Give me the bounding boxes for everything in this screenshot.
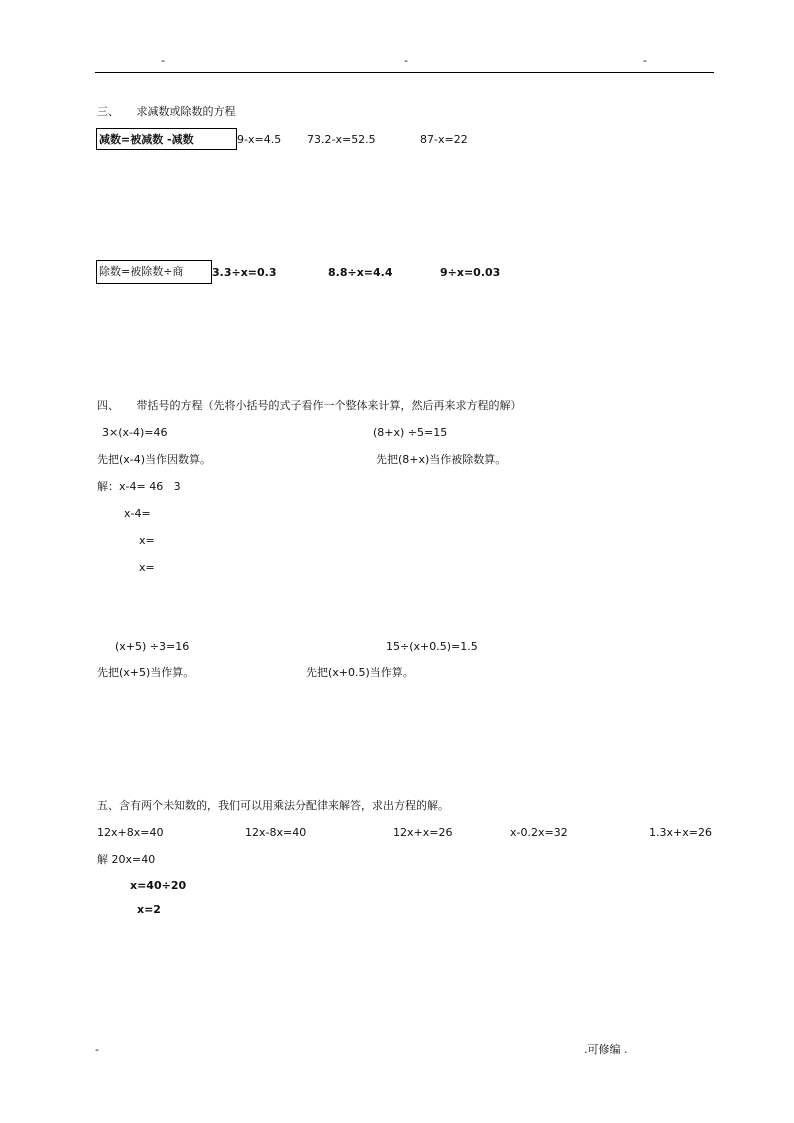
hint-4-b: 先把(8+x)当作被除数算。 [376, 453, 507, 466]
equation-4-b: (8+x) ÷5=15 [373, 426, 448, 439]
section3-title: 三、 求减数或除数的方程 [97, 105, 236, 118]
equation-5-4: x-0.2x=32 [510, 826, 568, 839]
equation-5-5: 1.3x+x=26 [649, 826, 712, 839]
header-dash-mid: - [404, 54, 408, 67]
header-dash-left: - [161, 54, 165, 67]
equation-3-6: 9÷x=0.03 [440, 266, 501, 279]
hint-4-a: 先把(x-4)当作因数算。 [97, 453, 212, 466]
equation-3-1: 9-x=4.5 [237, 133, 282, 146]
hint-4-c: 先把(x+5)当作算。 [97, 666, 195, 679]
equation-3-4: 3.3÷x=0.3 [212, 266, 277, 279]
solution-5-line3: x=2 [137, 903, 161, 916]
equation-4-d: 15÷(x+0.5)=1.5 [386, 640, 478, 653]
solution-4-line2: x-4= [124, 507, 151, 520]
solution-4-line4: x= [139, 561, 155, 574]
header-rule [95, 72, 714, 73]
equation-5-1: 12x+8x=40 [97, 826, 164, 839]
solution-4-line1: 解：x-4= 46 3 [97, 480, 181, 493]
section5-title: 五、含有两个未知数的，我们可以用乘法分配律来解答，求出方程的解。 [97, 799, 449, 812]
footer-editable-note: .可修编 . [584, 1043, 628, 1056]
equation-4-a: 3×(x-4)=46 [102, 426, 168, 439]
solution-5-line2: x=40÷20 [130, 879, 187, 892]
equation-3-5: 8.8÷x=4.4 [328, 266, 393, 279]
footer-dash: - [95, 1043, 99, 1056]
equation-3-2: 73.2-x=52.5 [307, 133, 376, 146]
formula-divisor: 除数=被除数÷商 [99, 265, 184, 278]
hint-4-d: 先把(x+0.5)当作算。 [306, 666, 414, 679]
equation-3-3: 87-x=22 [420, 133, 468, 146]
solution-4-line3: x= [139, 534, 155, 547]
equation-5-3: 12x+x=26 [393, 826, 453, 839]
equation-4-c: (x+5) ÷3=16 [115, 640, 190, 653]
section4-title: 四、 带括号的方程（先将小括号的式子看作一个整体来计算，然后再来求方程的解） [97, 399, 522, 412]
header-dash-right: - [643, 54, 647, 67]
solution-5-line1: 解 20x=40 [97, 853, 156, 866]
formula-subtrahend: 减数=被减数 -减数 [99, 133, 194, 146]
equation-5-2: 12x-8x=40 [245, 826, 307, 839]
